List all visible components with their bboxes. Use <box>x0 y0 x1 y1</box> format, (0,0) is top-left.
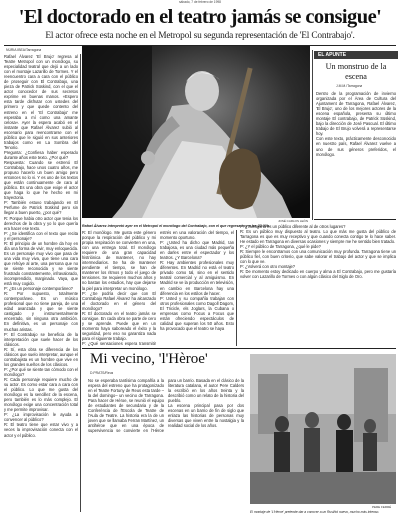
sidebar-label <box>314 51 398 59</box>
sidebar-title: Un monstruo de la escena <box>325 62 387 81</box>
subhead: El actor ofrece esta noche en el Metropol su segunda representación de 'El Contrabajo'. <box>45 31 355 41</box>
review-photo-credit: PERE FERRÉ <box>372 505 392 509</box>
review-byline: D.PRATS/Reus <box>90 371 114 375</box>
article-column-1: Rafael Álvarez 'El Brujo' regresa al Teatre Metropol con un monólogo, su especialidad teatral que dejó a un lado con el montaje Lazarillo de Tormes. Y el reencuentro cara a cara con el público de proseguir con El Contrabajo, una pieza de Patrick Süskind, con el que el actor conocedor de sus secretos exprime en buenas manos. «Espero esta tarde disfrutar con ustedes del primero y que quede contento del estreno en el 'El Contrabajo' me esperaba a mí como una amante celosa». Ayer la espera acabó en el instante que Rafael Álvarez subió al escenario para reencontrarse con el público que le siguió en sus anteriores trabajos como en La Sombra del Tenorio. Pregunta: ¿Confiesa haber esperado durante años este texto. ¿Por qué? Respuesta: Cuando se estrenó El Contrabajo, hace unos cuatro años, me propuso hacerlo un buen amigo pero entonces no lo vi. Y es uno de los textos que están continuamente de cara al público. Es una obra que exige el actor que haga lo que he hecho en mi trayectoria. P: También estuvo trabajando en El Perfume de Patrick Süskind pero sin llegar a buen puerto, ¿por qué? R: Porque habia otro actor que tenia los derechos de la obra y yo lo que quería era hacer ese texto. P: ¿Se identifica con el texto que recita y el personaje? R: El principio de un hombre da hoy en día una forma de vivir, muy enloquecida. Es un personaje muy vivo que pasa de una vida muy viva, que tiene una cara que rehúye al arte, una persona que no se siente reconocida y se siente frustrado constantemente, infravalorado, incomprendido, marginado. Vaya, que está muy cogido. P: ¿Es un personaje contemporáneo? R: Por supuesto, totalmente contemporáneo. Es un músico profesional que no tiene pareja, de una edad avanzada y que se siente castigado y instrumentalmente encerrado, sin ninguna otra ambición. En definitiva, es un personaje con muchas aristas. P: El Contrabajo se beneficia de la interpretación que suele hacer de los clásicos. R: Sí, esta obra se diferencia de los clásicos que suelo interpretar, aunque el contrabajista es un hombre que vive en los grandes sueños de los clásicos. P: ¿Por qué se siente tan cómodo con el monólogo? R: Cada personaje requiere mucho de su actor. Es como estar cara a cara con el público. Lo que me gusta del monólogo es la sencillez de la escena, pero también es lo más complejo. El monólogo exige una concentración total y me permite improvisar. P: ¿La improvisación le ayuda a convencer al público? R: El teatro tiene que estar vivo y a veces la improvisación conecta con el actor y el público. <box>4 54 78 438</box>
sidebar-rule <box>314 219 396 220</box>
review-title: Mi vecino, 'l'Hèroe' <box>90 351 208 367</box>
article-column-2: R: El monólogo. Me gusta este género porque la respiración del público y mi propia respiración se convierten en una, con una entrega total. El monólogo requiere de una gran capacidad histriónica de mantener, no hay intermediarios. Se ha de mantener pendiente el tiempo, se han de mantener los ritmos y todo el juego de tensiones. Se requieren muchos años y no bastan los estudios, hay que dejarse la piel para interpretar un monólogo. P: ¿Se podría decir que con El Contrabajo Rafael Álvarez ha alcanzado el doctorado en el género del monólogo? R: El doctorado en el teatro jamás se consigue. En cada obra se parte de cero y se aprende. Puede que en un momento haya saboreado el éxito y la seguridad, pero eso no garantiza nada para el siguiente trabajo. P: ¿Qué sensaciones espera transmitir <box>82 230 156 346</box>
review-photo-caption: El montaje de 'L'Hèroe' pretende dar a conocer a un Rusiñol nuevo, mucho más intenso. <box>250 510 380 514</box>
sidebar-label-text: EL APUNTE <box>318 52 347 58</box>
column-divider-1 <box>80 54 81 512</box>
photo-credit: JOSÉ CARLOS LEÓN <box>278 219 309 223</box>
byline: NÚRIA IBEA/Tarragona <box>6 48 42 52</box>
photo-caption: Rafael Álvarez interpretó ayer en el Metropol el monólogo del Contrabajo, con el que regresa hoy a las 22.00h. <box>82 224 270 228</box>
top-strip: sábado, 7 de febrero de 1998 <box>179 0 221 4</box>
column-divider-3 <box>236 230 237 346</box>
actor-photo <box>82 46 310 218</box>
sidebar-divider <box>312 50 313 220</box>
review-body: No se esperaba tantísima compañía a la espera del estreno que ha protagonizado en el Teatre Fortuny de Reus esta tarde –la del domingo– un vecino de Tarragona. Para hacer de Hèroe, se reunió el equipo de estudiantes de secundaria y de la Conferència de l'Escola de Teatre de l'Aula de Teatre. La historia era la de un joven que se llamaba Ferran Martínez, un antihéroe que en una época de supervivencia se convierte en l'Hèroe para un barrio. Basada en el clásico de la literatura catalana, el autor Pere Calders la escribió en los años treinta y la describió como un relato de la historia del pueblo. La escena principal pasa por dos escenas en un barrio de fin de siglo que enlaza las historias de personas muy diversas que viven entre la nostalgia y la realidad social de los años. <box>88 378 244 434</box>
sidebar-byline: J.M.M./Tarragona <box>336 84 363 88</box>
article-column-3: estrés en una valoración del tiempo, el momento oportuno. P: ¿Usted ha dicho que Madrid, tan trabajosa, es una ciudad más pequeña en darles entre el espectador y los teatros. ¿Y Barcelona? R: Hay ambientes profesionales muy diferentes. En Madrid no está el teatro privado como tal, sino en el sentido teatral comercial y al amiguismo. En Madrid se ve la producción en televisión, en cambio en Barcelona hay una diferencia en los estilos de hacer. P: Usted y su compañía trabajan con otros profesionales como Dagoll Dagom, El Tricicle, els Joglars, la Cubana o empresas como Focus a Focus que están ofreciendo espectáculos de calidad que superan los 50 años. Esto ha provocado que el teatro se haya <box>160 230 234 331</box>
review-photo <box>250 354 396 504</box>
sidebar-body: Dentro de la programación de invierno organizada por el Àrea de Cultura del Ajuntament de Tarragona, Rafael Álvarez, 'El Brujo', uno de los mejores actores de la escena española, presenta su último montaje El contrabajo, de Patrick Süskind, bajo la dirección de José Pascual. El último trabajo de El Brujo volverá a representarse hoy. Con este texto, prácticamente desconocido en nuestro país, Rafael Álvarez vuelve a uno de sus géneros preferidos, el monólogo. <box>316 91 396 157</box>
headline: 'El doctorado en el teatro jamás se consigue' <box>18 6 382 28</box>
review-rule <box>82 348 396 349</box>
article-column-4: P: ¿Tarragona es un público diferente al de otros lugares? R: Es un público muy dispuesto al teatro. Lo que más me gusta del público de Tarragona es que es muy receptivo y que cuando conecta contigo te lo hace saber. He estado en Tarragona en diversas ocasiones y siempre me he sentido bien tratado. P: ¿Y el público de Tarragona, ¿qué le pide? R: Siempre le encontramos con una comunicación muy profunda. Tarragona tiene un público fiel, con buen criterio, que sabe valorar el trabajo del actor y que se implica con lo que ve. P: ¿Volverá con otro montaje? R: De momento estoy dedicado en cuerpo y alma a El Contrabajo, pero me gustaría volver con Lazarillo de Tormes o con algún clásico del Siglo de Oro. <box>240 224 396 280</box>
